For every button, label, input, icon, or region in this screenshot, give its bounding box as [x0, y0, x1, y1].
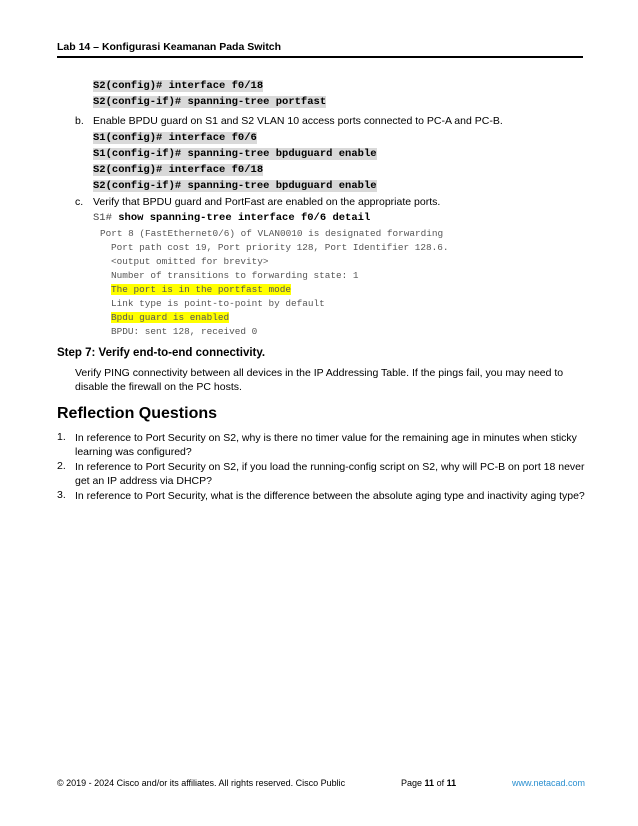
command-line: S2(config)# interface f0/18 [93, 164, 264, 176]
cli-prompt: S1# [93, 212, 112, 224]
step-marker-b: b. [75, 115, 84, 127]
question-text: In reference to Port Security on S2, if you load the running-config script on S2, why will PC-B on port 18 never get an IP address via DHCP? [75, 461, 585, 487]
step-c-text: Verify that BPDU guard and PortFast are enabled on the appropriate ports. [93, 196, 441, 208]
step-7-title: Step 7: Verify end-to-end connectivity. [57, 347, 266, 359]
header-rule [57, 56, 583, 58]
question-number: 3. [57, 489, 66, 501]
output-line: BPDU: sent 128, received 0 [111, 326, 258, 337]
step-b-text: Enable BPDU guard on S1 and S2 VLAN 10 access ports connected to PC-A and PC-B. [93, 115, 503, 127]
question-text: In reference to Port Security, what is the difference between the absolute aging type and inactivity aging type? [75, 490, 585, 502]
footer-copyright: © 2019 - 2024 Cisco and/or its affiliates. All rights reserved. Cisco Public [57, 778, 346, 788]
output-line: Port 8 (FastEthernet0/6) of VLAN0010 is designated forwarding [100, 228, 444, 239]
output-line: Number of transitions to forwarding state: 1 [111, 270, 359, 281]
footer-link[interactable]: www.netacad.com [512, 778, 586, 788]
footer-page-number: Page 11 of 11 [401, 778, 457, 788]
question-number: 1. [57, 431, 66, 443]
question-number: 2. [57, 460, 66, 472]
command-line: S2(config)# interface f0/18 [93, 80, 264, 92]
output-line-highlighted: The port is in the portfast mode [111, 284, 292, 295]
cli-command-text: show spanning-tree interface f0/6 detail [118, 212, 371, 224]
command-line: S2(config-if)# spanning-tree portfast [93, 96, 327, 108]
cli-command [93, 212, 370, 224]
step-marker-c: c. [75, 196, 84, 208]
output-line: Port path cost 19, Port priority 128, Port Identifier 128.6. [111, 242, 449, 253]
command-line: S1(config-if)# spanning-tree bpduguard enable [93, 148, 377, 160]
output-line: Link type is point-to-point by default [111, 298, 325, 309]
output-line-highlighted: Bpdu guard is enabled [111, 312, 230, 323]
step-7-body: Verify PING connectivity between all devices in the IP Addressing Table. If the pings fail, you may need to disable the firewall on the PC hosts. [75, 367, 564, 393]
page-header-title: Lab 14 – Konfigurasi Keamanan Pada Switch [57, 41, 282, 53]
command-line: S1(config)# interface f0/6 [93, 132, 257, 144]
command-line: S2(config-if)# spanning-tree bpduguard enable [93, 180, 377, 192]
question-text: In reference to Port Security on S2, why is there no timer value for the remaining age in minutes when sticky learning was configured? [75, 432, 577, 458]
output-line: <output omitted for brevity> [111, 256, 269, 267]
reflection-title: Reflection Questions [57, 405, 218, 422]
